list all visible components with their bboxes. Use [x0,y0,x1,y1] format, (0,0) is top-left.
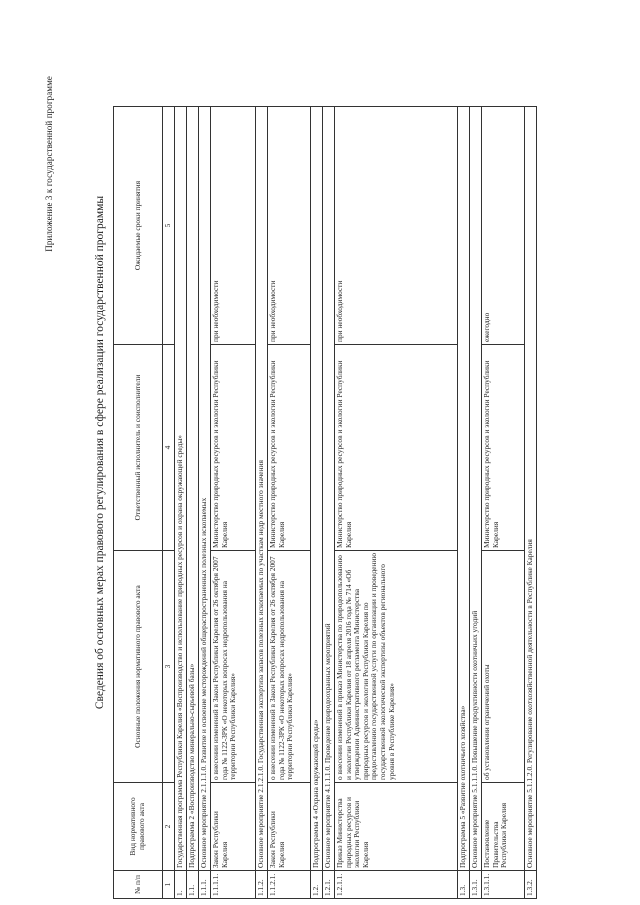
section-text: Основное мероприятие 4.1.1.1.0. Проведение природоохранных мероприятий [323,107,335,871]
section-text: Подпрограмма 4 «Охрана окружающей среды» [311,107,323,871]
col-number: 2 [163,783,175,871]
row-number: 1.3.2. [525,871,537,899]
measure-row [256,107,268,899]
column-number-row [163,107,175,899]
act-term: при необходимости [211,107,256,345]
subprogram-row [458,107,470,899]
regulation-table [113,106,537,899]
row-number: 1.3.1.1. [482,871,525,899]
appendix-note: Приложение 3 к государственной программе [44,76,54,252]
header-executor: Ответственный исполнитель и соисполнители [114,345,163,551]
measure-row [199,107,211,899]
act-term: ежегодно [482,107,525,345]
row-number: 1.2.1.1. [335,871,458,899]
act-row [482,107,525,899]
act-term: при необходимости [268,107,311,345]
row-number: 1.2.1. [323,871,335,899]
act-type: Постановление Правительства Республики Карелия [482,783,525,871]
act-row [268,107,311,899]
row-number: 1.1.2. [256,871,268,899]
act-term: при необходимости [335,107,458,345]
row-number: 1. [175,871,187,899]
act-row [211,107,256,899]
header-act-type: Вид нормативного правового акта [114,783,163,871]
act-type: Закон Республики Карелия [211,783,256,871]
measure-row [470,107,482,899]
section-text: Основное мероприятие 5.1.1.1.0. Повышение продуктивности охотничьих угодий [470,107,482,871]
header-provisions: Основные положения нормативного правового акта [114,551,163,783]
row-number: 1.3. [458,871,470,899]
section-text: Основное мероприятие 5.1.1.2.0. Регулирование охотхозяйственной деятельности в Республике Карелия [525,107,537,871]
row-number: 1.1.1. [199,871,211,899]
col-number: 1 [163,871,175,899]
act-content: о внесении изменений в приказ Министерства по природопользованию и экологии Республики Карелия от 18 апреля 2016 года № 714 «Об утверждении Административного регламента Министерства природных ресурсов и экологии Республики Карелия по предоставлению государственной услуги по организации и проведению государственной экологической экспертизы объектов регионального уровня в Республике Карелия» [335,551,458,783]
section-text: Подпрограмма 2 «Воспроизводство минерально-сырьевой базы» [187,107,199,871]
measure-row [525,107,537,899]
subprogram-row [187,107,199,899]
section-text: Подпрограмма 5 «Развитие охотничьего хозяйства» [458,107,470,871]
act-executor: Министерство природных ресурсов и экологии Республики Карелия [211,345,256,551]
section-text: Основное мероприятие 2.1.2.1.0. Государственная экспертиза запасов полезных ископаемых по участкам недр местного значения [256,107,268,871]
col-number: 4 [163,345,175,551]
col-number: 3 [163,551,175,783]
program-row [175,107,187,899]
section-text: Государственная программа Республики Карелия «Воспроизводство и использование природных ресурсов и охрана окружающей среды» [175,107,187,871]
header-row [114,107,163,899]
subprogram-row [311,107,323,899]
act-row [335,107,458,899]
header-number: № п/п [114,871,163,899]
act-executor: Министерство природных ресурсов и экологии Республики Карелия [268,345,311,551]
section-text: Основное мероприятие 2.1.1.1.0. Развитие и освоение месторождений общераспространенных полезных ископаемых [199,107,211,871]
row-number: 1.1.1.1. [211,871,256,899]
document-title: Сведения об основных мерах правового регулирования в сфере реализации государственной программы [94,195,106,710]
row-number: 1.1. [187,871,199,899]
measure-row [323,107,335,899]
act-type: Закон Республики Карелия [268,783,311,871]
act-content: о внесении изменений в Закон Республики Карелия от 26 октября 2007 года № 1122-ЗРК «О некоторых вопросах недропользования на территории Республики Карелия» [268,551,311,783]
act-content: об установлении ограничений охоты [482,551,525,783]
col-number: 5 [163,107,175,345]
act-type: Приказ Министерства природных ресурсов и экологии Республики Карелия [335,783,458,871]
header-term: Ожидаемые сроки принятия [114,107,163,345]
act-executor: Министерство природных ресурсов и экологии Республики Карелия [335,345,458,551]
row-number: 1.1.2.1. [268,871,311,899]
act-content: о внесении изменений в Закон Республики Карелия от 26 октября 2007 года № 1122-ЗРК «О некоторых вопросах недропользования на территории Республики Карелия» [211,551,256,783]
row-number: 1.3.1. [470,871,482,899]
row-number: 1.2. [311,871,323,899]
act-executor: Министерство природных ресурсов и экологии Республики Карелия [482,345,525,551]
